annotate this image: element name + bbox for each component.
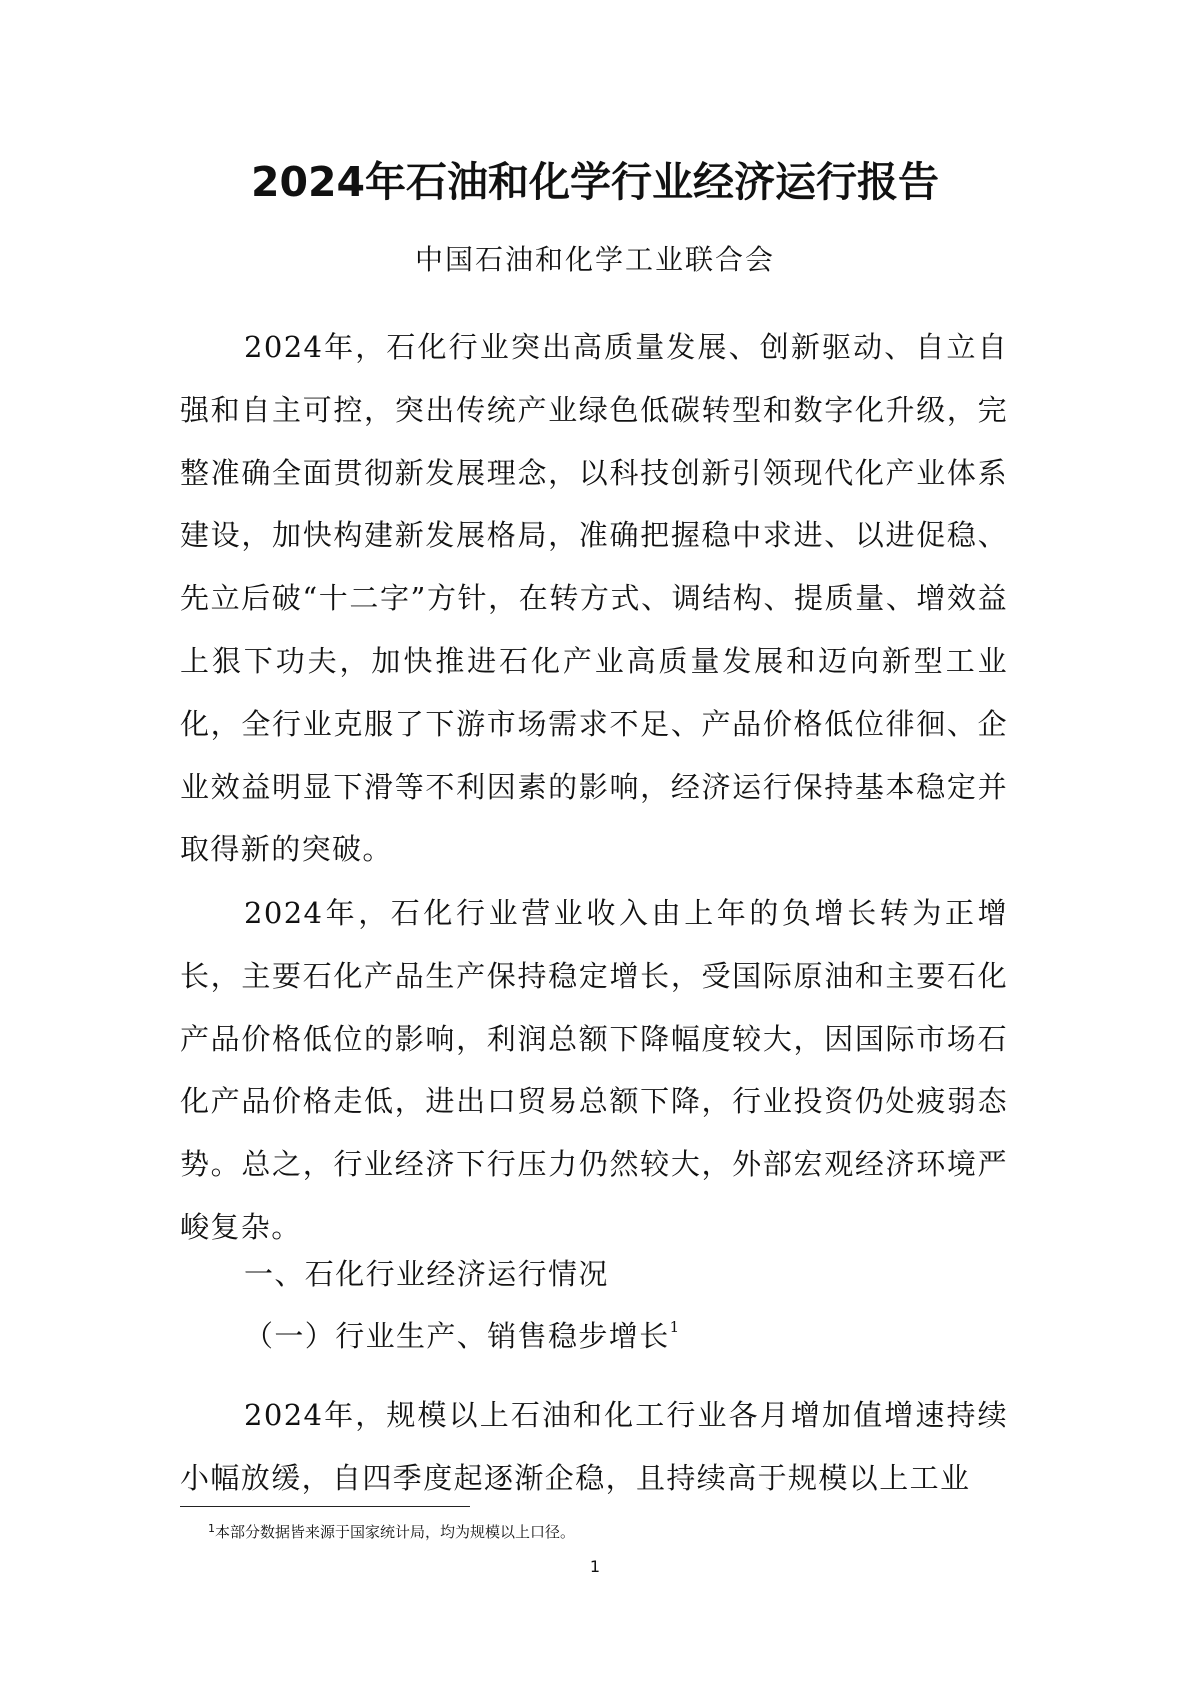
page-number: 1: [589, 1557, 601, 1576]
footnote-reference[interactable]: 1: [669, 1318, 680, 1336]
subsection-heading-text: （一）行业生产、销售稳步增长: [244, 1319, 670, 1353]
footnote: [208, 1520, 575, 1544]
document-title: 2024年石油和化学行业经济运行报告: [250, 158, 940, 206]
author-organization: 中国石油和化学工业联合会: [414, 243, 775, 276]
section-heading: 一、石化行业经济运行情况: [244, 1257, 609, 1291]
footnote-marker: 1: [208, 1522, 215, 1535]
body-paragraph-1: 2024年，石化行业突出高质量发展、创新驱动、自立自强和自主可控，突出传统产业绿色低碳转型和数字化升级，完整准确全面贯彻新发展理念，以科技创新引领现代化产业体系建设，加快构建新发展格局，准确把握稳中求进、以进促稳、先立后破“十二字”方针，在转方式、调结构、提质量、增效益上狠下功夫，加快推进石化产业高质量发展和迈向新型工业化，全行业克服了下游市场需求不足、产品价格低位徘徊、企业效益明显下滑等不利因素的影响，经济运行保持基本稳定并取得新的突破。: [180, 330, 1008, 867]
footnote-text: 本部分数据皆来源于国家统计局，均为规模以上口径。: [215, 1523, 576, 1541]
body-paragraph-3: 2024年，规模以上石油和化工行业各月增加值增速持续小幅放缓，自四季度起逐渐企稳，且持续高于规模以上工业: [180, 1398, 1008, 1495]
body-paragraph-2: 2024年，石化行业营业收入由上年的负增长转为正增长，主要石化产品生产保持稳定增长，受国际原油和主要石化产品价格低位的影响，利润总额下降幅度较大，因国际市场石化产品价格走低，进出口贸易总额下降，行业投资仍处疲弱态势。总之，行业经济下行压力仍然较大，外部宏观经济环境严峻复杂。: [180, 896, 1008, 1244]
footnote-divider: [180, 1506, 470, 1507]
subsection-heading: [244, 1316, 679, 1356]
